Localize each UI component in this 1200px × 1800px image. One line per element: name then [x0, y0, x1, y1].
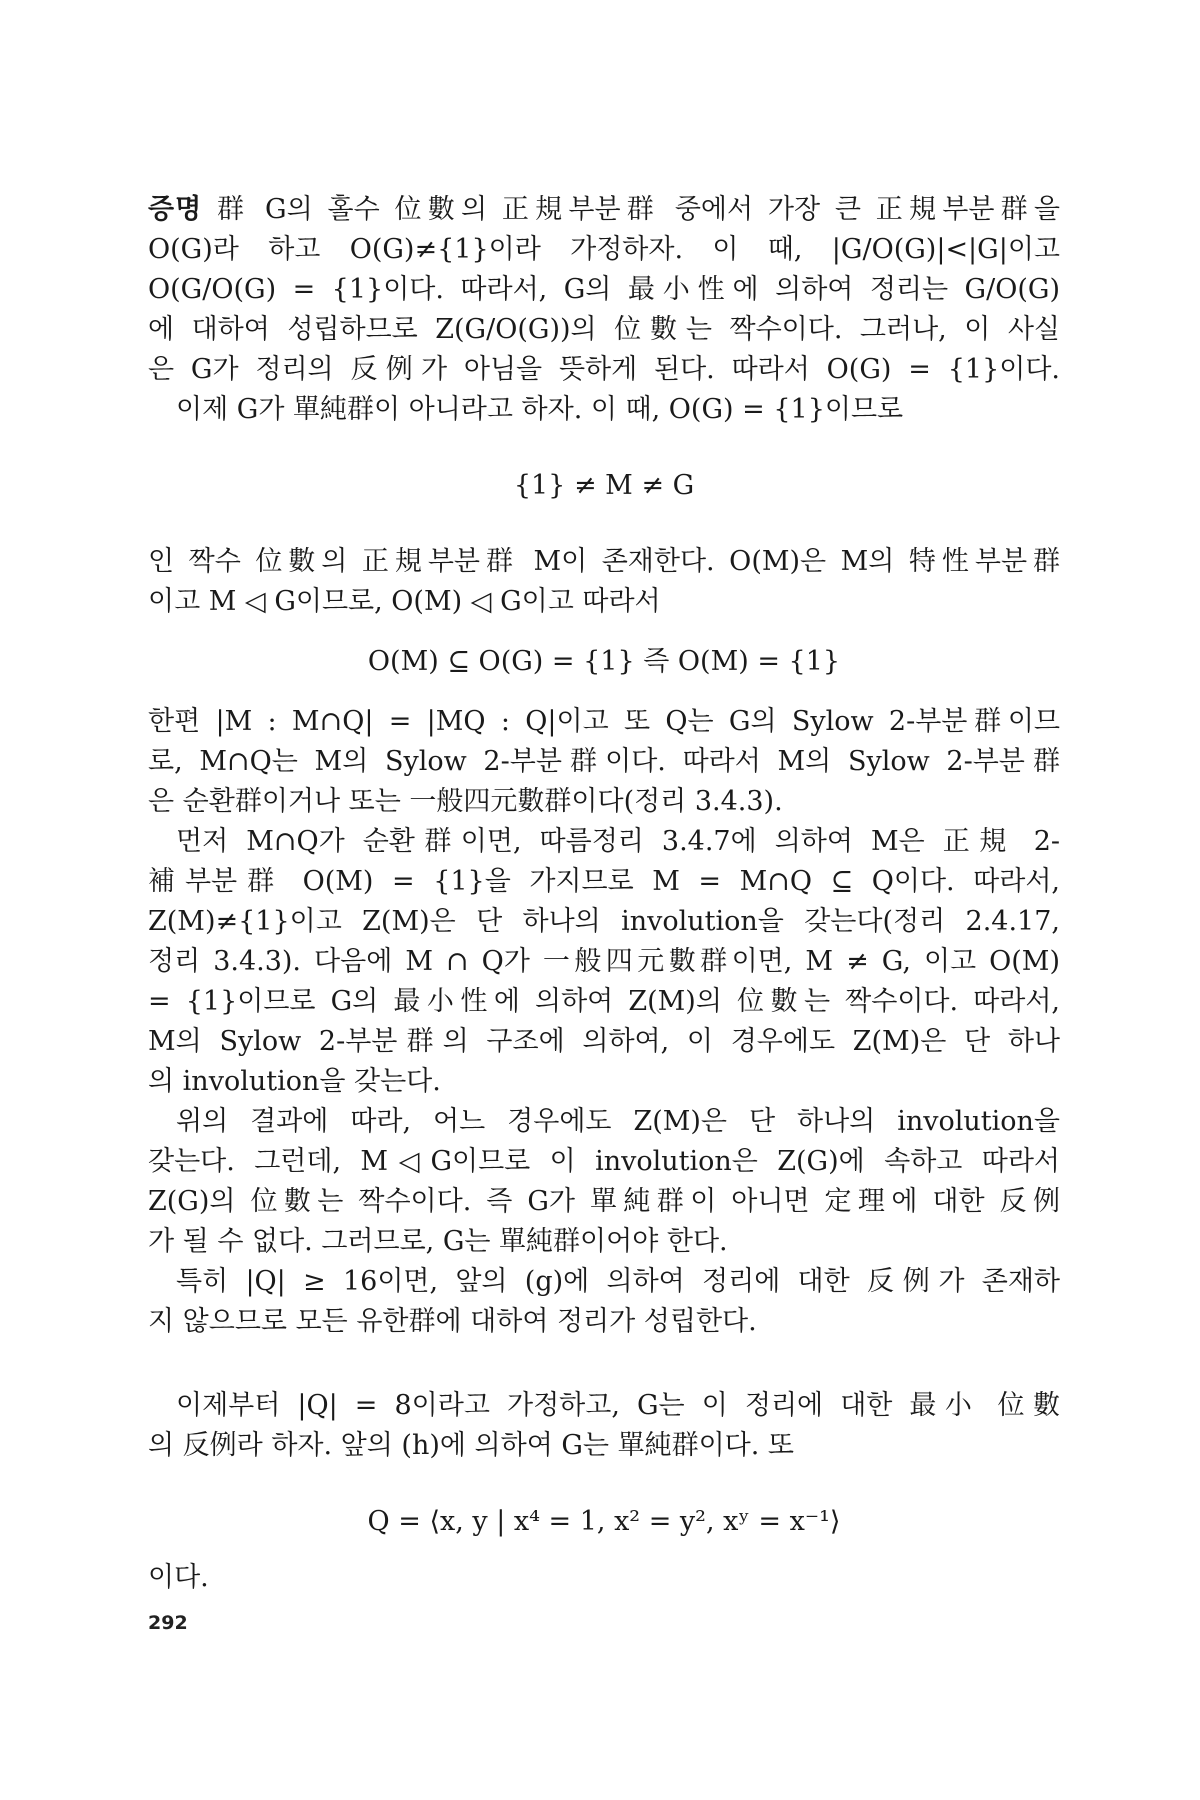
text-line: O(G/O(G) = {1}이다. 따라서, G의 最小性에 의하여 정리는 G/O(G) — [148, 274, 1060, 305]
text-line: 은 순환群이거나 또는 一般四元數群이다(정리 3.4.3). — [148, 786, 783, 817]
proof-label: 증명 — [148, 194, 203, 225]
text-line: 이제부터 |Q| = 8이라고 가정하고, G는 이 정리에 대한 最小 位數 — [176, 1390, 1060, 1421]
text-line: 補부분群 O(M) = {1}을 가지므로 M = M∩Q ⊆ Q이다. 따라서, — [148, 866, 1060, 897]
text-line: Z(G)의 位數는 짝수이다. 즉 G가 單純群이 아니면 定理에 대한 反例 — [148, 1186, 1060, 1217]
text-line: 위의 결과에 따라, 어느 경우에도 Z(M)은 단 하나의 involution을 — [176, 1106, 1060, 1137]
text-line: 특히 |Q| ≥ 16이면, 앞의 (g)에 의하여 정리에 대한 反例가 존재하 — [176, 1266, 1060, 1297]
text-line: 이고 M ◁ G이므로, O(M) ◁ G이고 따라서 — [148, 586, 661, 617]
text-line: 지 않으므로 모든 유한群에 대하여 정리가 성립한다. — [148, 1306, 757, 1337]
display-equation: Q = ⟨x, y | x⁴ = 1, x² = y², xʸ = x⁻¹⟩ — [367, 1506, 841, 1537]
text-line: O(G)라 하고 O(G)≠{1}이라 가정하자. 이 때, |G/O(G)|<|G|이고 — [148, 234, 1060, 265]
text-line: 이제 G가 單純群이 아니라고 하자. 이 때, O(G) = {1}이므로 — [176, 394, 904, 425]
text-line: 먼저 M∩Q가 순환群이면, 따름정리 3.4.7에 의하여 M은 正規 2- — [176, 826, 1060, 857]
text-line: 한편 |M : M∩Q| = |MQ : Q|이고 또 Q는 G의 Sylow 2-부분群이므 — [148, 706, 1060, 737]
text-line: 의 involution을 갖는다. — [148, 1066, 441, 1097]
text-line: 인 짝수 位數의 正規부분群 M이 존재한다. O(M)은 M의 特性부분群 — [148, 546, 1060, 577]
text-line: 로, M∩Q는 M의 Sylow 2-부분群이다. 따라서 M의 Sylow 2-부분群 — [148, 746, 1060, 777]
text-line: 정리 3.4.3). 다음에 M ∩ Q가 一般四元數群이면, M ≠ G, 이고 O(M) — [148, 946, 1060, 977]
text-line: = {1}이므로 G의 最小性에 의하여 Z(M)의 位數는 짝수이다. 따라서, — [148, 986, 1060, 1017]
text-line: 에 대하여 성립하므로 Z(G/O(G))의 位數는 짝수이다. 그러나, 이 사실 — [148, 314, 1060, 345]
text-line: 이다. — [148, 1562, 209, 1593]
text-line: 의 反例라 하자. 앞의 (h)에 의하여 G는 單純群이다. 또 — [148, 1430, 794, 1461]
page-body — [148, 190, 1060, 1598]
text-line: 갖는다. 그런데, M◁G이므로 이 involution은 Z(G)에 속하고 따라서 — [148, 1146, 1060, 1177]
text-line: 가 될 수 없다. 그러므로, G는 單純群이어야 한다. — [148, 1226, 728, 1257]
text-line: 증명 群 G의 홀수 位數의 正規부분群 중에서 가장 큰 正規부분群을 — [148, 194, 1060, 225]
text-line: M의 Sylow 2-부분群의 구조에 의하여, 이 경우에도 Z(M)은 단 하나 — [148, 1026, 1060, 1057]
page-number: 292 — [148, 1612, 188, 1634]
text-line: Z(M)≠{1}이고 Z(M)은 단 하나의 involution을 갖는다(정리 2.4.17, — [148, 906, 1060, 937]
display-equation: O(M) ⊆ O(G) = {1} 즉 O(M) = {1} — [367, 646, 841, 677]
text-line: 은 G가 정리의 反例가 아님을 뜻하게 된다. 따라서 O(G) = {1}이다. — [148, 354, 1060, 385]
display-equation: {1} ≠ M ≠ G — [513, 470, 695, 501]
